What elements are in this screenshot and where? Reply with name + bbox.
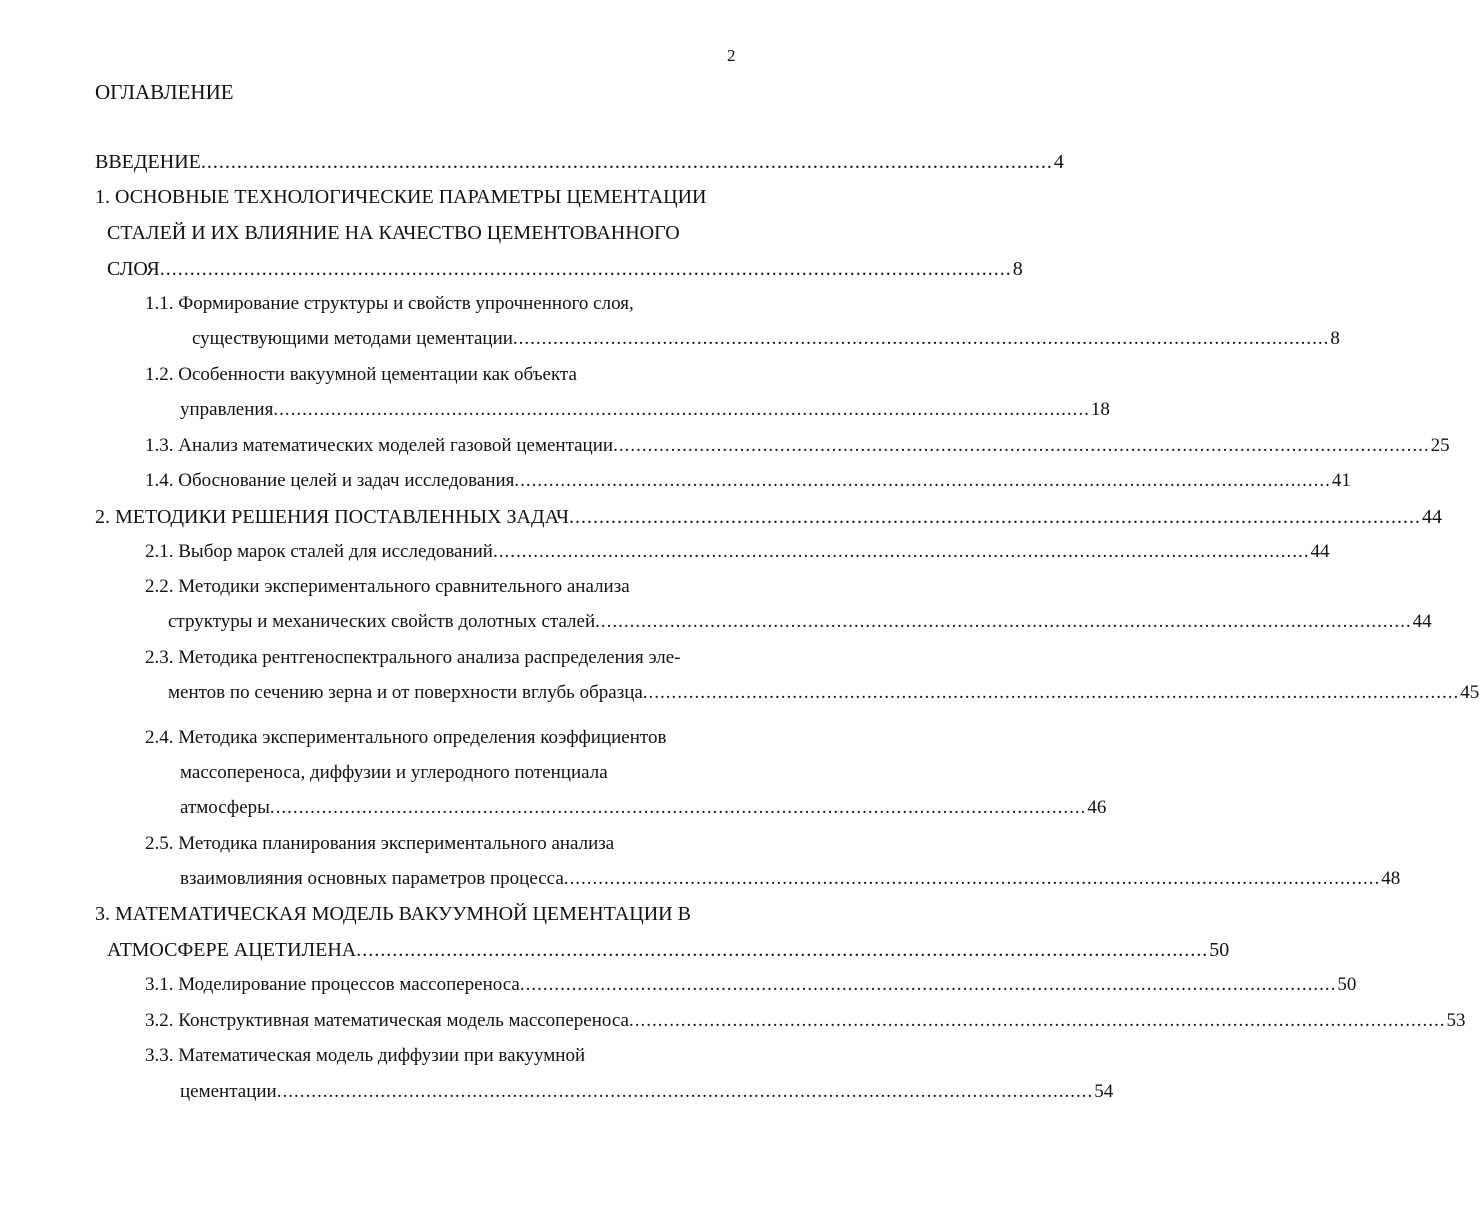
toc-page-number: 8	[1012, 258, 1023, 280]
toc-entry-2-4-cont: массопереноса, диффузии и углеродного потенциала	[180, 762, 608, 783]
toc-entry-2-5[interactable]: 2.5. Методика планирования экспериментального анализа	[145, 833, 615, 854]
toc-entry-3-3[interactable]: 3.3. Математическая модель диффузии при вакуумной	[145, 1045, 586, 1066]
toc-entry-2-2-cont: структуры и механических свойств долотных сталей .............................................................................................................................................. 44	[0, 607, 795, 637]
toc-entry-1-1-cont: существующими методами цементации .............................................................................................................................................. 8	[0, 324, 795, 354]
toc-entry-ch3[interactable]: 3. МАТЕМАТИЧЕСКАЯ МОДЕЛЬ ВАКУУМНОЙ ЦЕМЕНТАЦИИ В	[95, 903, 691, 925]
toc-page-number: 4	[1053, 151, 1064, 173]
toc-page-number: 45	[1460, 682, 1479, 703]
toc-entry-1-1[interactable]: 1.1. Формирование структуры и свойств упрочненного слоя,	[145, 293, 634, 314]
toc-page-number: 50	[1209, 939, 1230, 961]
toc-page-number: 18	[1090, 399, 1110, 420]
toc-page-number: 54	[1094, 1081, 1114, 1102]
toc-page-number: 44	[1310, 541, 1330, 562]
toc-entry-2-5-cont: взаимовлияния основных параметров процесса .............................................................................................................................................. 48	[0, 864, 795, 894]
toc-entry-2-1[interactable]: 2.1. Выбор марок сталей для исследований .............................................................................................................................................. 44	[0, 537, 795, 567]
toc-page-number: 8	[1330, 328, 1340, 349]
toc-page-number: 46	[1087, 797, 1107, 818]
toc-entry-ch2[interactable]: 2. МЕТОДИКИ РЕШЕНИЯ ПОСТАВЛЕННЫХ ЗАДАЧ .............................................................................................................................................. 44	[0, 502, 795, 532]
toc-entry-2-4-cont2: атмосферы .............................................................................................................................................. 46	[0, 793, 795, 823]
toc-entry-ch1-line2: СТАЛЕЙ И ИХ ВЛИЯНИЕ НА КАЧЕСТВО ЦЕМЕНТОВАННОГО	[107, 222, 680, 244]
toc-entry-intro[interactable]: ВВЕДЕНИЕ .............................................................................................................................................. 4	[0, 147, 795, 177]
toc-entry-1-3[interactable]: 1.3. Анализ математических моделей газовой цементации .............................................................................................................................................. 25	[0, 431, 795, 461]
toc-page-number: 50	[1337, 974, 1357, 995]
toc-entry-title: ВВЕДЕНИЕ	[95, 151, 201, 173]
toc-heading: ОГЛАВЛЕНИЕ	[95, 80, 234, 104]
toc-entry-3-1[interactable]: 3.1. Моделирование процессов массопереноса .............................................................................................................................................. 50	[0, 970, 795, 1000]
toc-entry-3-2[interactable]: 3.2. Конструктивная математическая модель массопереноса .............................................................................................................................................. 53	[0, 1006, 795, 1036]
toc-entry-2-4[interactable]: 2.4. Методика экспериментального определения коэффициентов	[145, 727, 667, 748]
toc-entry-ch1-line3: СЛОЯ .............................................................................................................................................. 8	[0, 254, 795, 284]
toc-page-number: 44	[1422, 506, 1443, 528]
toc-page-number: 41	[1331, 470, 1351, 491]
toc-page-number: 25	[1430, 435, 1450, 456]
toc-page-number: 44	[1412, 611, 1432, 632]
toc-entry-ch1-line1[interactable]: 1. ОСНОВНЫЕ ТЕХНОЛОГИЧЕСКИЕ ПАРАМЕТРЫ ЦЕМЕНТАЦИИ	[95, 186, 707, 208]
toc-entry-2-3[interactable]: 2.3. Методика рентгеноспектрального анализа распределения эле-	[145, 647, 681, 668]
toc-page-number: 48	[1381, 868, 1401, 889]
toc-page-number: 53	[1446, 1010, 1466, 1031]
page-number: 2	[727, 46, 736, 65]
toc-entry-2-3-cont: ментов по сечению зерна и от поверхности вглубь образца .............................................................................................................................................. 45	[0, 678, 795, 708]
toc-entry-ch3-cont: АТМОСФЕРЕ АЦЕТИЛЕНА .............................................................................................................................................. 50	[0, 935, 795, 965]
toc-entry-1-2-cont: управления .............................................................................................................................................. 18	[0, 395, 795, 425]
toc-entry-2-2[interactable]: 2.2. Методики экспериментального сравнительного анализа	[145, 576, 630, 597]
toc-entry-3-3-cont: цементации .............................................................................................................................................. 54	[0, 1077, 795, 1107]
toc-entry-1-4[interactable]: 1.4. Обоснование целей и задач исследования .............................................................................................................................................. 41	[0, 466, 795, 496]
toc-entry-1-2[interactable]: 1.2. Особенности вакуумной цементации как объекта	[145, 364, 577, 385]
